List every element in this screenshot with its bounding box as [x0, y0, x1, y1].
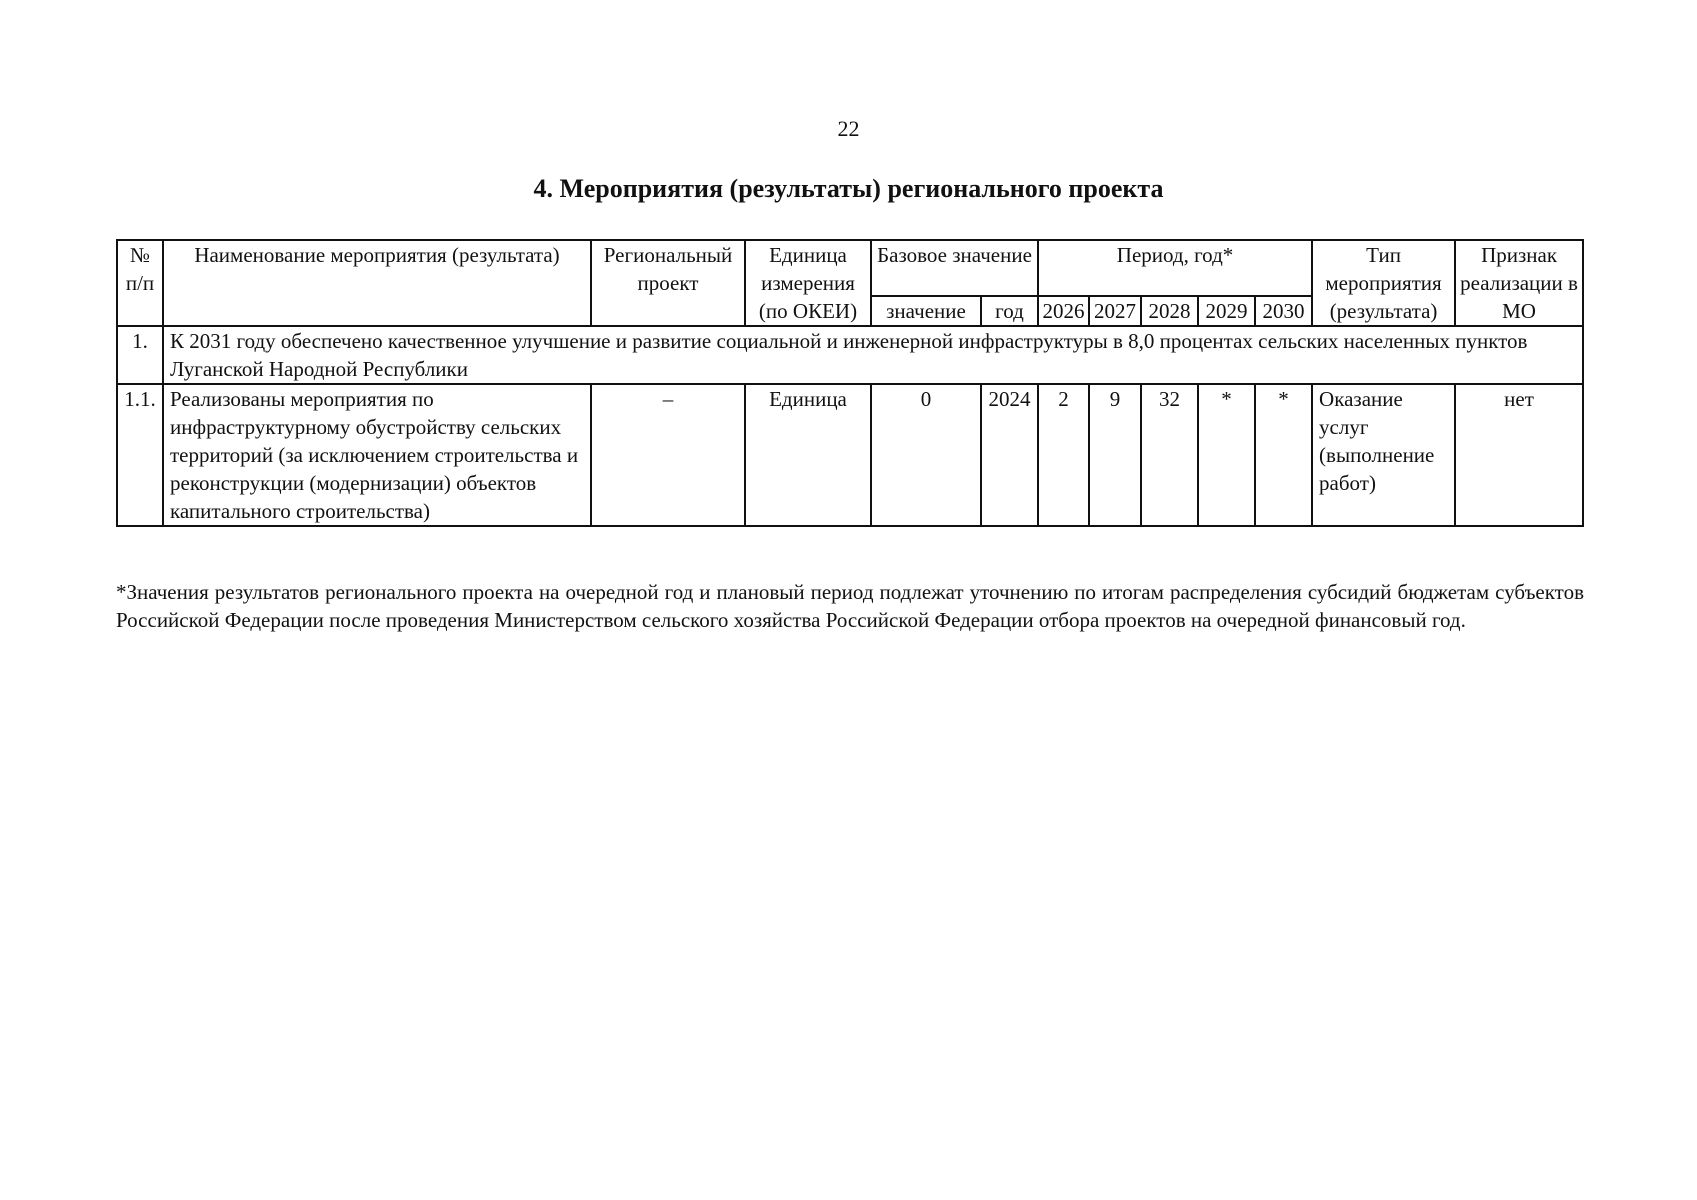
row-value-2027: 9	[1089, 384, 1141, 526]
row-base-value: 0	[871, 384, 981, 526]
header-unit: Единица измерения (по ОКЕИ)	[745, 240, 871, 326]
task-text: К 2031 году обеспечено качественное улучшение и развитие социальной и инженерной инфраструктуры в 8,0 процентах сельских населенных пунктов Луганской Народной Республики	[163, 326, 1583, 384]
row-type: Оказание услуг (выполнение работ)	[1312, 384, 1455, 526]
header-year-2029: 2029	[1198, 296, 1255, 326]
row-value-2030: *	[1255, 384, 1312, 526]
task-num: 1.	[117, 326, 163, 384]
table-row	[117, 384, 1583, 526]
row-name: Реализованы мероприятия по инфраструктурному обустройству сельских территорий (за исключением строительства и реконструкции (модернизации) объектов капитального строительства)	[163, 384, 591, 526]
row-mo-flag: нет	[1455, 384, 1583, 526]
header-year-2030: 2030	[1255, 296, 1312, 326]
header-name: Наименование мероприятия (результата)	[163, 240, 591, 326]
header-year-2027: 2027	[1089, 296, 1141, 326]
row-regional-project: –	[591, 384, 745, 526]
header-base-value-value: значение	[871, 296, 981, 326]
header-regional-project: Региональный проект	[591, 240, 745, 326]
header-mo-flag: Признак реализации в МО	[1455, 240, 1583, 326]
header-base-value: Базовое значение	[871, 240, 1038, 296]
row-value-2029: *	[1198, 384, 1255, 526]
row-unit: Единица	[745, 384, 871, 526]
results-table	[116, 239, 1584, 527]
row-value-2026: 2	[1038, 384, 1089, 526]
section-title: 4. Мероприятия (результаты) регионального проекта	[533, 174, 1164, 203]
task-row	[117, 326, 1583, 384]
row-num: 1.1.	[117, 384, 163, 526]
row-value-2028: 32	[1141, 384, 1198, 526]
header-num: № п/п	[117, 240, 163, 326]
footnote: *Значения результатов регионального проекта на очередной год и плановый период подлежат уточнению по итогам распределения субсидий бюджетам субъектов Российской Федерации после проведения Министерством сельского хозяйства Российской Федерации отбора проектов на очередной финансовый год.	[116, 580, 1584, 632]
header-base-value-year: год	[981, 296, 1038, 326]
row-base-year: 2024	[981, 384, 1038, 526]
header-period: Период, год*	[1038, 240, 1312, 296]
page-number: 22	[837, 116, 860, 141]
header-type: Тип мероприятия (результата)	[1312, 240, 1455, 326]
header-year-2026: 2026	[1038, 296, 1089, 326]
header-year-2028: 2028	[1141, 296, 1198, 326]
